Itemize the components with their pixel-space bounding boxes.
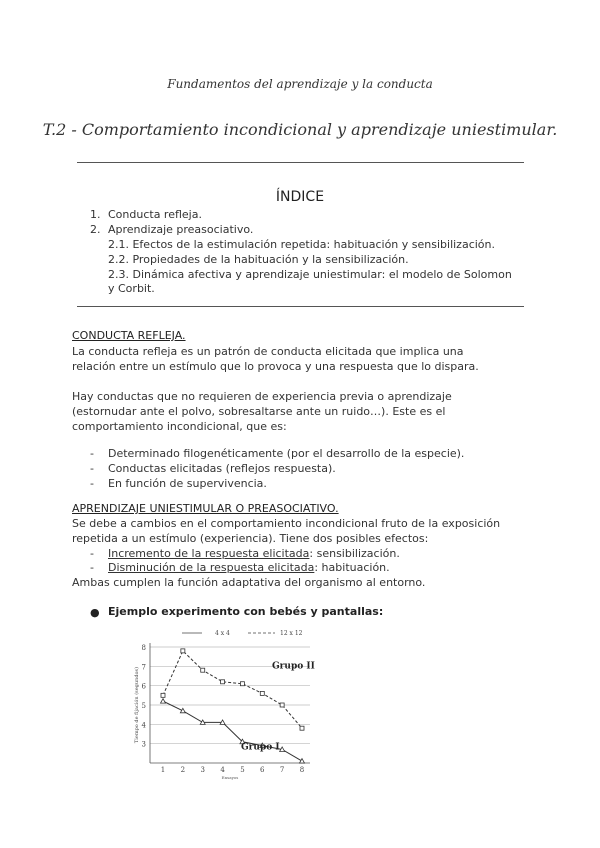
y-tick-label: 4 — [141, 721, 146, 730]
x-tick-label: 6 — [260, 766, 265, 774]
section1-p2-line3: comportamiento incondicional, que es: — [72, 420, 287, 433]
data-point — [221, 680, 225, 684]
effect-2-label: Disminución de la respuesta elicitada — [108, 561, 315, 574]
section1-list-item-1: Determinado filogenéticamente (por el desarrollo de la especie). — [108, 447, 465, 460]
bullet-dot: ● — [90, 606, 100, 619]
index-subitem-2-1: 2.1. Efectos de la estimulación repetida: habituación y sensibilización. — [108, 238, 495, 251]
data-point — [300, 726, 304, 730]
index-subitem-2-3-cont: y Corbit. — [108, 282, 155, 295]
series-label-grupo-i: Grupo I — [241, 742, 280, 753]
list-dash: - — [90, 462, 94, 475]
x-tick-label: 5 — [240, 766, 245, 774]
series-label-grupo-ii: Grupo II — [272, 661, 315, 672]
effect-1-rest: : sensibilización. — [309, 547, 400, 560]
section1-p1-line1: La conducta refleja es un patrón de conducta elicitada que implica una — [72, 345, 464, 358]
data-point — [260, 691, 264, 695]
legend-label-1: 4 x 4 — [215, 630, 230, 637]
data-point — [280, 703, 284, 707]
page-title: T.2 - Comportamiento incondicional y aprendizaje uniestimular. — [42, 120, 558, 139]
y-tick-label: 7 — [141, 663, 146, 672]
x-tick-label: 7 — [279, 766, 285, 774]
section1-p2-line1: Hay conductas que no requieren de experiencia previa o aprendizaje — [72, 390, 452, 403]
effect-item-2 — [108, 560, 390, 575]
effect-1-label: Incremento de la respuesta elicitada — [108, 547, 310, 560]
section2-p1-line2: repetida a un estímulo (experiencia). Tiene dos posibles efectos: — [72, 532, 429, 545]
habituation-chart — [130, 620, 330, 805]
example-title: Ejemplo experimento con bebés y pantallas: — [108, 605, 384, 618]
x-tick-label: 3 — [200, 766, 205, 774]
y-tick-label: 3 — [141, 740, 146, 749]
data-point — [161, 699, 166, 704]
index-item-1: Conducta refleja. — [108, 208, 202, 221]
section1-p1-line2: relación entre un estímulo que lo provoca y una respuesta que lo dispara. — [72, 360, 479, 373]
index-subitem-2-2: 2.2. Propiedades de la habituación y la sensibilización. — [108, 253, 409, 266]
x-tick-label: 2 — [180, 766, 186, 774]
section1-p2-line2: (estornudar ante el polvo, sobresaltarse ante un ruido…). Este es el — [72, 405, 446, 418]
index-item-2: Aprendizaje preasociativo. — [108, 223, 254, 236]
x-axis-label: Ensayos — [221, 775, 239, 780]
x-tick-label: 4 — [220, 766, 225, 774]
x-tick-label: 1 — [160, 766, 166, 774]
section-heading-conducta-refleja: CONDUCTA REFLEJA. — [72, 329, 186, 342]
y-tick-label: 8 — [141, 644, 146, 652]
y-axis-label: Tiempo de fijación (segundos) — [134, 666, 140, 744]
data-point — [300, 759, 305, 764]
list-dash: - — [90, 447, 94, 460]
list-dash: - — [90, 547, 94, 560]
index-item-2-number: 2. — [90, 223, 101, 236]
section1-list-item-2: Conductas elicitadas (reflejos respuesta). — [108, 462, 336, 475]
list-dash: - — [90, 477, 94, 490]
data-point — [181, 649, 185, 653]
effect-item-1 — [108, 546, 400, 561]
index-subitem-2-3: 2.3. Dinámica afectiva y aprendizaje uniestimular: el modelo de Solomon — [108, 268, 512, 281]
data-point — [240, 682, 244, 686]
data-point — [161, 693, 165, 697]
section2-p2: Ambas cumplen la función adaptativa del organismo al entorno. — [72, 576, 426, 589]
course-title: Fundamentos del aprendizaje y la conducta — [167, 77, 433, 91]
divider-top — [77, 162, 524, 163]
section1-list-item-3: En función de supervivencia. — [108, 477, 267, 490]
index-heading: ÍNDICE — [275, 189, 325, 205]
index-item-1-number: 1. — [90, 208, 101, 221]
y-tick-label: 5 — [141, 702, 146, 710]
list-dash: - — [90, 561, 94, 574]
legend-label-2: 12 x 12 — [280, 630, 303, 637]
y-tick-label: 6 — [141, 682, 146, 691]
effect-2-rest: : habituación. — [314, 561, 390, 574]
section-heading-aprendizaje-uniestimular: APRENDIZAJE UNIESTIMULAR O PREASOCIATIVO. — [72, 502, 339, 515]
data-point — [201, 668, 205, 672]
x-tick-label: 8 — [299, 766, 305, 774]
section2-p1-line1: Se debe a cambios en el comportamiento incondicional fruto de la exposición — [72, 517, 501, 530]
divider-index — [77, 306, 524, 307]
data-point — [180, 708, 185, 713]
